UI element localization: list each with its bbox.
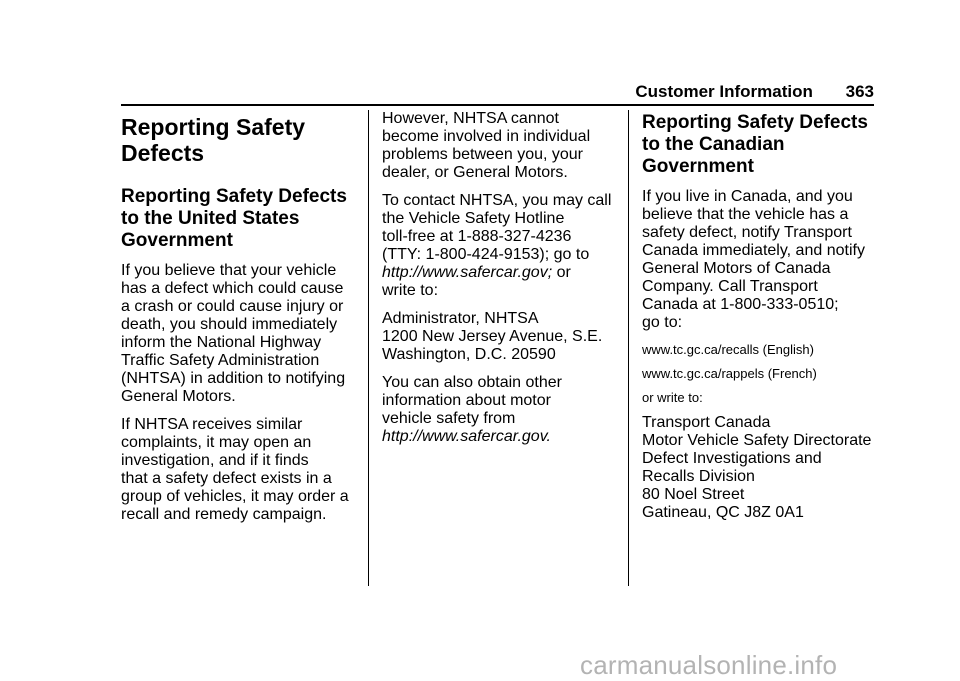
tc-recalls-link[interactable]: www.tc.gc.ca/recalls (English) [642,342,814,357]
page-number: 363 [845,82,874,101]
text-line: safety defect, notify Transport [642,224,852,241]
text-line: Company. Call Transport [642,278,818,295]
paragraph-contact-nhtsa [382,192,614,300]
or-write-to: or write to: [642,390,703,405]
text-line: If you live in Canada, and you [642,188,853,205]
column-divider [368,110,369,586]
text-line: death, you should immediately [121,316,338,333]
text-line: go to: [642,314,683,331]
column-2 [382,110,614,456]
header-rule [121,104,874,106]
transport-canada-address [642,414,874,522]
text-line: (TTY: 1-800-424-9153); go to [382,246,590,263]
text-line: If you believe that your vehicle [121,262,337,279]
text-line: inform the National Highway [121,334,322,351]
safercar-link[interactable]: http://www.safercar.gov; [382,264,553,281]
address-line: Recalls Division [642,468,755,485]
title-line: Reporting Safety [121,114,306,140]
subtitle-line: Government [121,230,233,251]
address-line: Administrator, NHTSA [382,310,539,327]
page-header [635,82,874,102]
text-line: information about motor [382,392,551,409]
text-line: that a safety defect exists in a [121,470,332,487]
text-line: dealer, or General Motors. [382,164,568,181]
text-line: recall and remedy campaign. [121,506,327,523]
text-line: write to: [382,282,439,299]
watermark: carmanualsonline.info [580,650,838,680]
subtitle-line: Government [642,156,754,177]
nhtsa-address [382,310,614,364]
column-3 [642,110,874,532]
address-line: Defect Investigations and [642,450,822,467]
subsection-title-canada [642,112,874,178]
text-line: (NHTSA) in addition to notifying [121,370,346,387]
address-line: Gatineau, QC J8Z 0A1 [642,504,804,521]
paragraph-recall [121,416,353,524]
text-line: However, NHTSA cannot [382,110,559,127]
text-line: General Motors. [121,388,236,405]
text-line: group of vehicles, it may order a [121,488,349,505]
subtitle-line: to the Canadian [642,134,785,155]
text-line: General Motors of Canada [642,260,831,277]
subtitle-line: to the United States [121,208,300,229]
text-line: vehicle safety from [382,410,516,427]
text-line: Traffic Safety Administration [121,352,320,369]
tc-rappels-link[interactable]: www.tc.gc.ca/rappels (French) [642,366,817,381]
subsection-title-us [121,186,353,252]
address-line: Motor Vehicle Safety Directorate [642,432,872,449]
paragraph-more-info [382,374,614,446]
text-line: problems between you, your [382,146,583,163]
text-line: has a defect which could cause [121,280,344,297]
header-section-title: Customer Information [635,82,813,101]
text-line: become involved in individual [382,128,591,145]
title-line: Defects [121,140,205,166]
text-fragment: or [552,264,571,281]
text-line [382,264,614,282]
column-1 [121,110,353,534]
text-line: Canada immediately, and notify [642,242,865,259]
address-line: 1200 New Jersey Avenue, S.E. [382,328,603,345]
address-line: 80 Noel Street [642,486,745,503]
text-line: complaints, it may open an [121,434,312,451]
text-line: If NHTSA receives similar [121,416,303,433]
column-divider [628,110,629,586]
address-line: Washington, D.C. 20590 [382,346,556,363]
text-line: To contact NHTSA, you may call [382,192,612,209]
text-line: You can also obtain other [382,374,562,391]
text-line: a crash or could cause injury or [121,298,344,315]
subtitle-line: Reporting Safety Defects [121,186,347,207]
text-line: believe that the vehicle has a [642,206,849,223]
text-line: the Vehicle Safety Hotline [382,210,565,227]
text-line: Canada at 1-800-333-0510; [642,296,839,313]
paragraph-nhtsa-limits [382,110,614,182]
text-line: investigation, and if it finds [121,452,309,469]
address-line: Transport Canada [642,414,771,431]
paragraph-canada-notify [642,188,874,332]
text-line: toll-free at 1-888-327-4236 [382,228,572,245]
section-title [121,114,353,166]
safercar-link[interactable]: http://www.safercar.gov. [382,428,551,445]
subtitle-line: Reporting Safety Defects [642,112,868,133]
paragraph-notify-nhtsa [121,262,353,406]
